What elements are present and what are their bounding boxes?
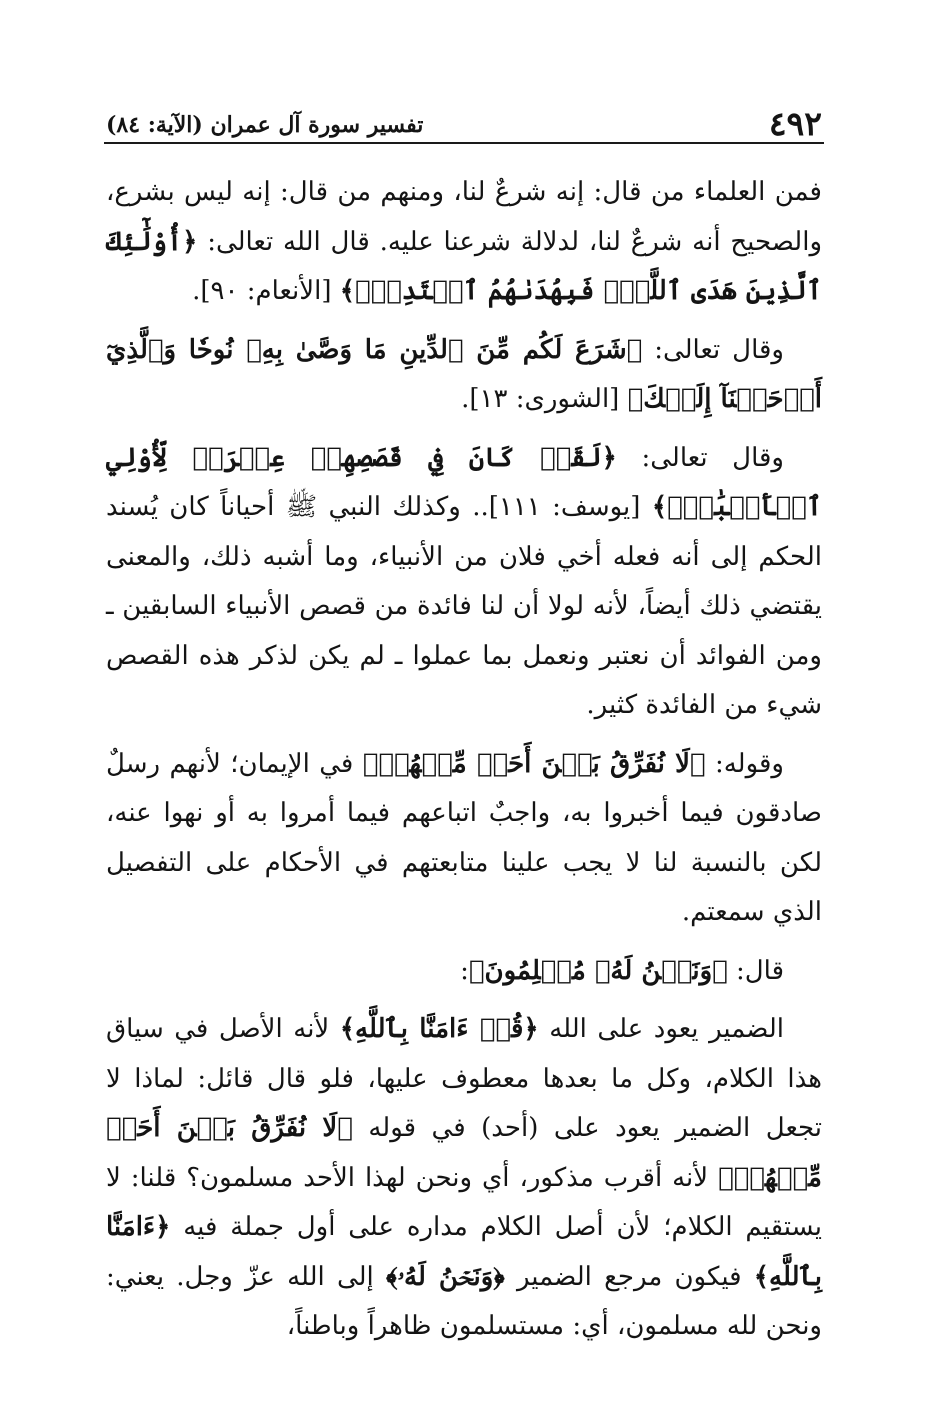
text-segment: الضمير يعود على الله (538, 1014, 784, 1044)
quran-quote: ﴿وَنَحۡنُ لَهُۥ﴾ (385, 1261, 505, 1292)
text-segment: إلى الله عزّ وجل. يعني: ونحن لله مسلمون، أي: مستسلمون ظاهراً وباطناً، (106, 1261, 822, 1341)
text-segment: : (460, 955, 469, 986)
quran-quote: ﴿ءَامَنَّا بِٱللَّهِ﴾ (106, 1212, 822, 1292)
quran-quote: ﴿لَا نُفَرِّقُ بَيۡنَ أَحَدٖ مِّنۡهُمۡ﴾ (362, 748, 706, 779)
text-segment: لأنه أقرب مذكور، أي ونحن لهذا الأحد مسلمون؟ قلنا: لا يستقيم الكلام؛ لأن أصل الكلام مداره على أول جملة فيه (106, 1162, 822, 1242)
text-segment: وقوله: (705, 748, 784, 779)
quran-quote: ﴿وَنَحۡنُ لَهُۥ مُسۡلِمُونَ﴾ (468, 955, 728, 986)
quran-quote: ﴿لَا نُفَرِّقُ بَيۡنَ أَحَدٖ مِّنۡهُمۡ﴾ (106, 1113, 822, 1193)
text-segment: فيكون مرجع الضمير (504, 1261, 754, 1292)
text-segment: فمن العلماء من قال: إنه شرعٌ لنا، ومنهم من قال: إنه ليس بشرع، والصحيح أنه شرعٌ لنا، لدلالة شرعنا عليه. قال الله تعالى: (106, 177, 822, 257)
paragraph (106, 947, 822, 997)
quran-quote: ﴿لَقَدۡ كَانَ فِي قَصَصِهِمۡ عِبۡرَةٞ لِّأُوْلِي ٱلۡأَلۡبَٰبِۗ﴾ (106, 442, 822, 522)
running-header (106, 92, 822, 143)
paragraph (106, 326, 822, 425)
text-segment: وقال تعالى: (616, 442, 784, 473)
paragraph (106, 434, 822, 731)
header-title: تفسير سورة آل عمران (الآية: ٨٤) (106, 112, 424, 138)
paragraph (106, 1005, 822, 1352)
text-segment: في الإيمان؛ لأنهم رسلٌ صادقون فيما أخبروا به، واجبٌ اتباعهم فيما أمروا به أو نهوا عنه، لكن بالنسبة لنا لا يجب علينا متابعتهم في الأحكام على التفصيل الذي سمعتم. (106, 748, 822, 927)
quran-quote: ﴿أُوْلَٰٓئِكَ ٱلَّذِينَ هَدَى ٱللَّهُۖ فَبِهُدَىٰهُمُ ٱقۡتَدِهۡۗ﴾ (106, 226, 822, 306)
quran-quote: ﴿شَرَعَ لَكُم مِّنَ ٱلدِّينِ مَا وَصَّىٰ بِهِۦ نُوحٗا وَٱلَّذِيٓ أَوۡحَيۡنَآ إِلَيۡكَ﴾ (106, 334, 822, 414)
page-number: ٤٩٢ (768, 104, 822, 143)
header-divider (104, 142, 824, 144)
paragraph (106, 168, 822, 317)
text-segment: [الأنعام: ٩٠]. (192, 276, 340, 306)
paragraph (106, 740, 822, 938)
text-segment: قال: (727, 955, 784, 986)
body-text (106, 168, 822, 1361)
text-segment: [يوسف: ١١١].. وكذلك النبي ﷺ أحياناً كان يُسند الحكم إلى أنه فعله أخي فلان من الأنبياء، وما أشبه ذلك، والمعنى يقتضي ذلك أيضاً، لأنه لولا أن لنا فائدة من قصص الأنبياء السابقين ـ ومن الفوائد أن نعتبر ونعمل بما عملوا ـ لم يكن لذكر هذه القصص شيء من الفائدة كثير. (106, 492, 822, 720)
text-segment: وقال تعالى: (642, 334, 784, 365)
text-segment: [الشورى: ١٣]. (461, 384, 628, 414)
quran-quote: ﴿قُلۡ ءَامَنَّا بِٱللَّهِ﴾ (339, 1014, 539, 1044)
text-segment: لأنه الأصل في سياق هذا الكلام، وكل ما بعدها معطوف عليها، فلو قال قائل: لماذا لا تجعل الضمير يعود على (أحد) في قوله (106, 1014, 823, 1143)
